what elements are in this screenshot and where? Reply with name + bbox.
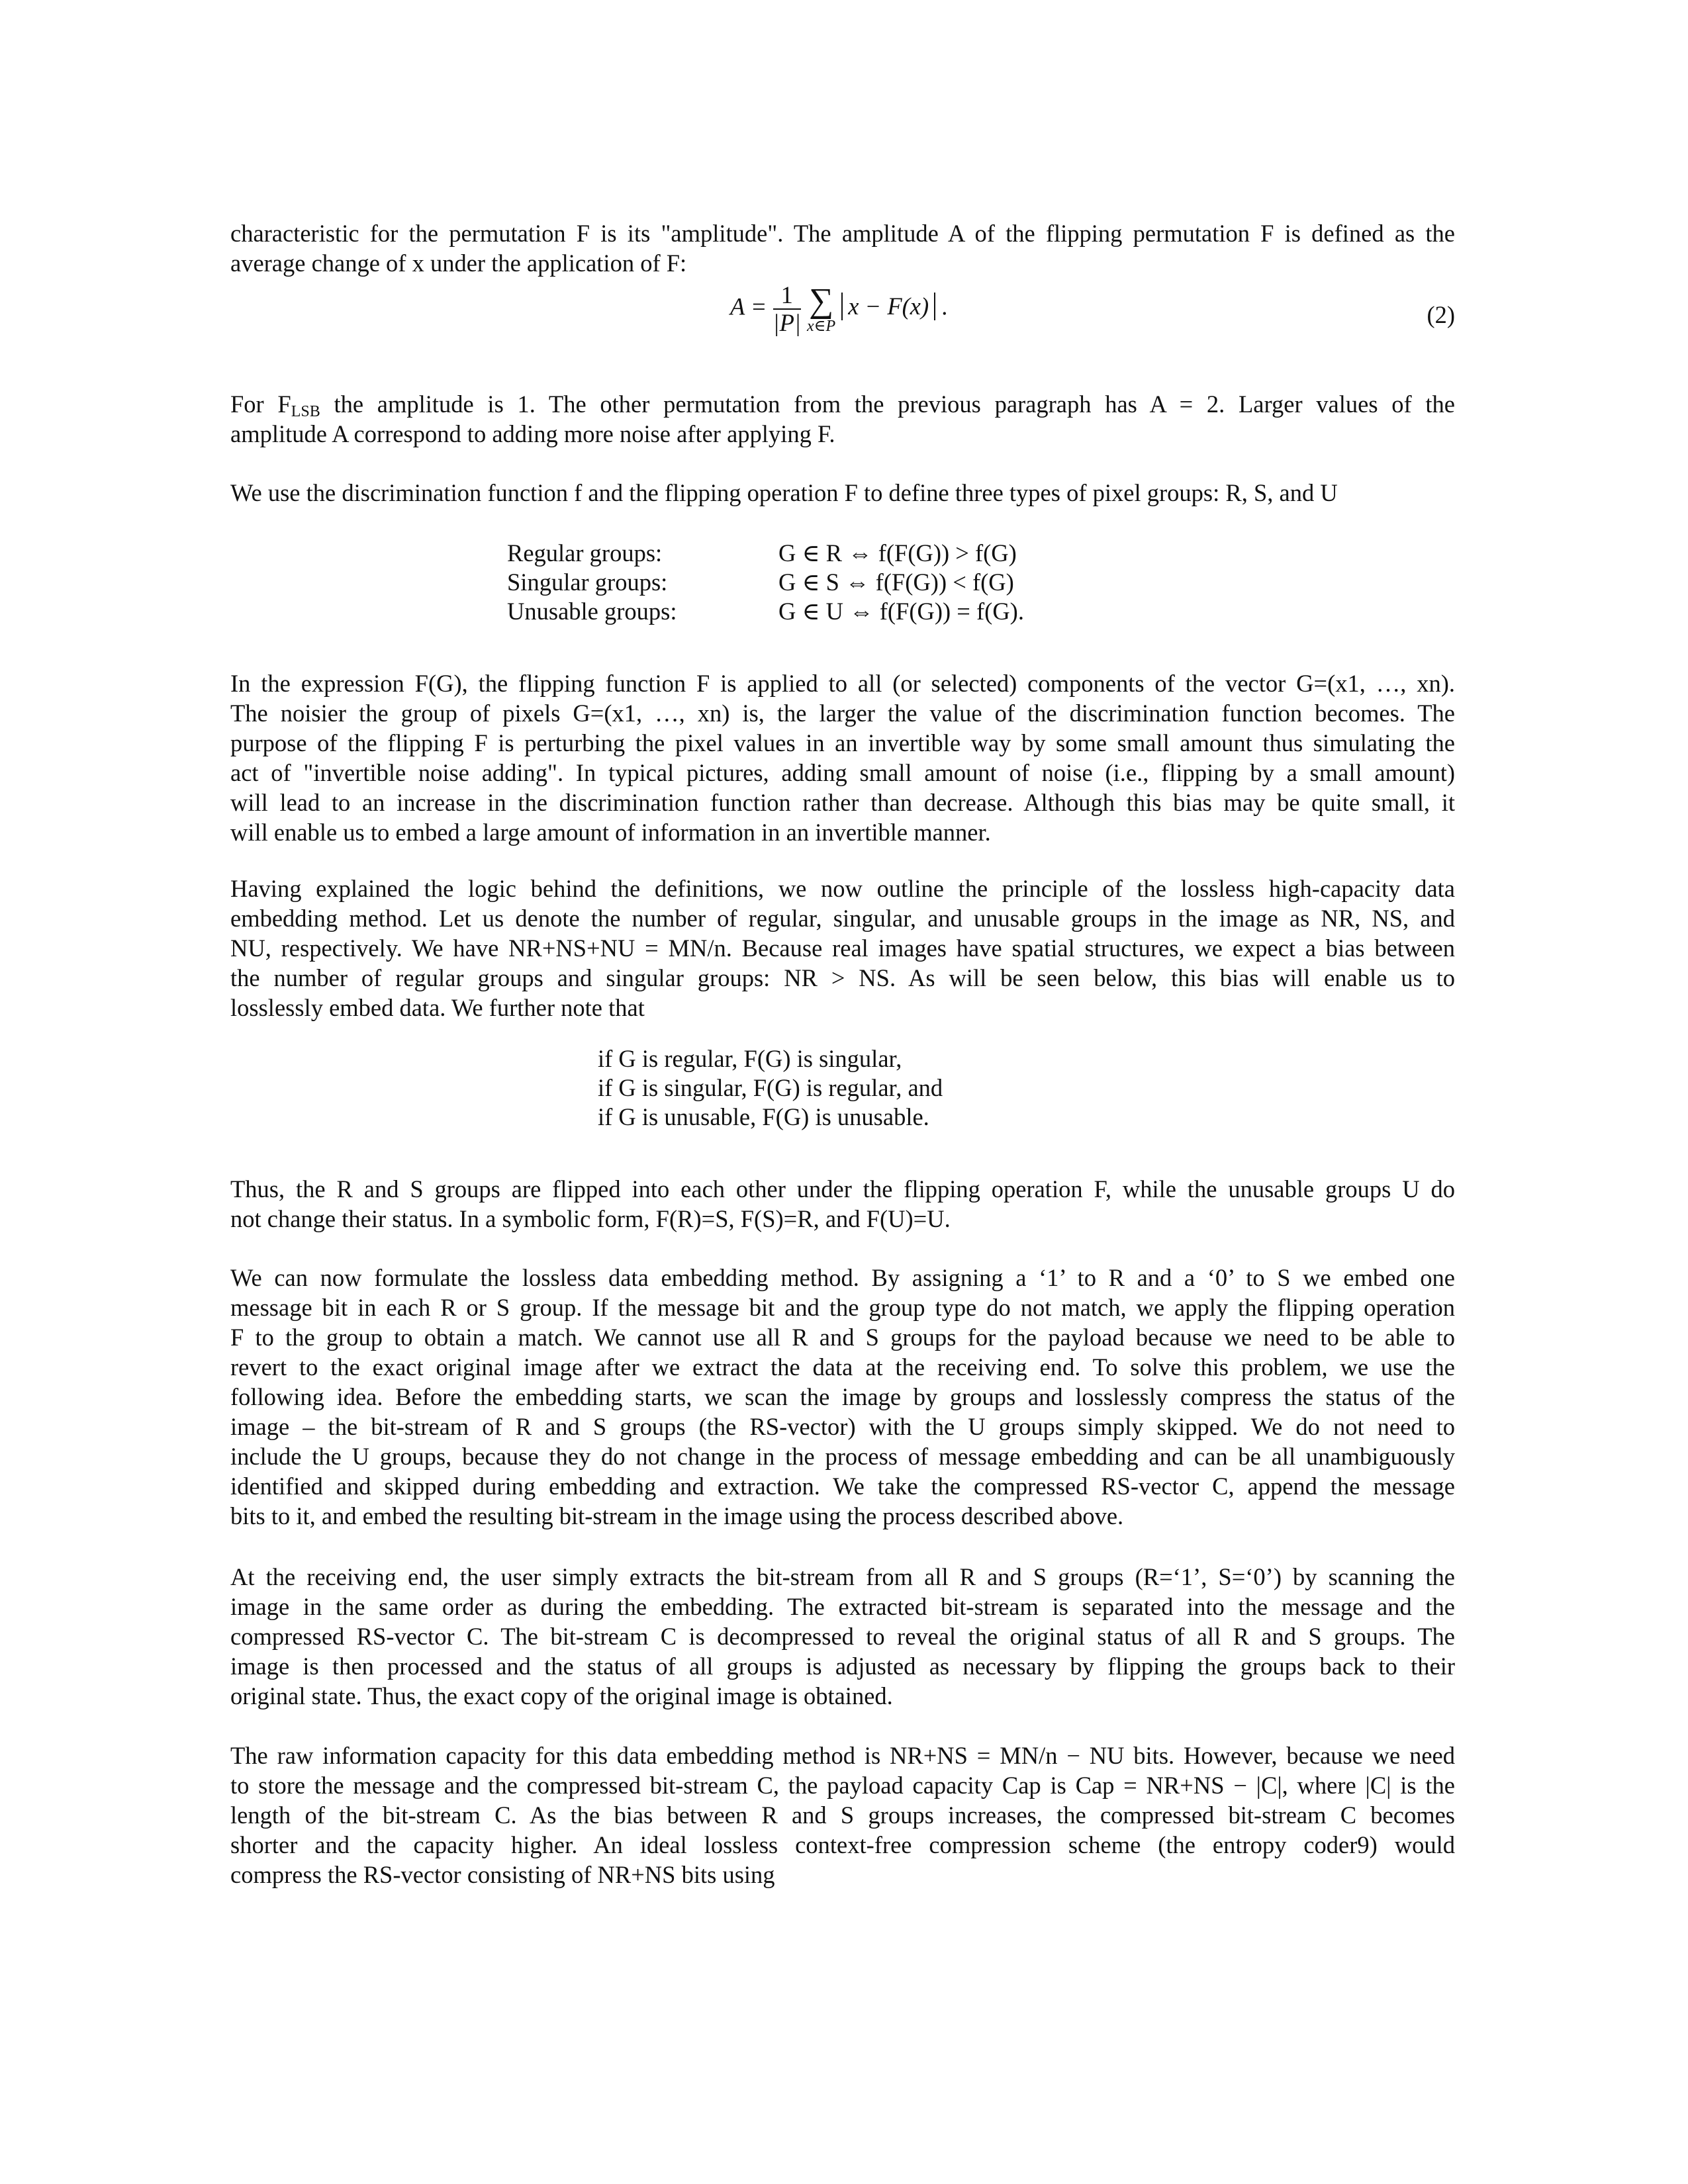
group-def-regular: G ∈ R ⇔ f(F(G)) > f(G)	[778, 539, 1017, 567]
text-line: embedding method. Let us denote the number of regular, singular, and unusable groups in the image as NR, NS, and	[230, 905, 1455, 932]
group-definitions	[507, 539, 1103, 631]
text-line: will enable us to embed a large amount of information in an invertible manner.	[230, 819, 991, 846]
text-line: include the U groups, because they do not change in the process of message embedding and can be all unambiguously	[230, 1443, 1455, 1470]
subscript: LSB	[291, 403, 320, 420]
text-line	[230, 389, 1455, 419]
equation-number: (2)	[1427, 301, 1455, 328]
group-label-singular: Singular groups:	[507, 569, 668, 596]
text-line: original state. Thus, the exact copy of the original image is obtained.	[230, 1682, 893, 1709]
text-line: bits to it, and embed the resulting bit-stream in the image using the process described above.	[230, 1502, 1124, 1529]
group-def-singular: G ∈ S ⇔ f(F(G)) < f(G)	[778, 569, 1014, 596]
text-line: Having explained the logic behind the definitions, we now outline the principle of the lossless high-capacity data	[230, 875, 1455, 902]
text-line: We use the discrimination function f and the flipping operation F to define three types of pixel groups: R, S, and U	[230, 479, 1338, 506]
text-line: average change of x under the application of F:	[230, 250, 687, 277]
equation-period: .	[941, 293, 948, 320]
sum-index: x∈P	[807, 318, 836, 335]
text-line: to store the message and the compressed bit-stream C, the payload capacity Cap is Cap = NR+NS − |C|, where |C| is the	[230, 1772, 1455, 1799]
text-line: the number of regular groups and singular groups: NR > NS. As will be seen below, this bias will enable us to	[230, 964, 1455, 991]
sum-symbol: ∑	[809, 282, 834, 320]
text-line: losslessly embed data. We further note that	[230, 994, 645, 1021]
equation-lhs: A =	[730, 293, 767, 320]
rule-line: if G is regular, F(G) is singular,	[598, 1045, 902, 1072]
paragraph-amplitude-values	[230, 389, 1455, 449]
equation-2	[730, 282, 947, 336]
text-line: NU, respectively. We have NR+NS+NU = MN/n. Because real images have spatial structures, we expect a bias between	[230, 934, 1455, 962]
paragraph-embedding-method	[230, 1263, 1455, 1531]
fraction-denominator: |P|	[773, 309, 801, 336]
summation	[807, 284, 835, 334]
text-line: Thus, the R and S groups are flipped into each other under the flipping operation F, while the unusable groups U do	[230, 1175, 1455, 1203]
group-label-regular: Regular groups:	[507, 539, 663, 567]
text-line: message bit in each R or S group. If the message bit and the group type do not match, we apply the flipping operation	[230, 1294, 1455, 1321]
paragraph-receiving-end	[230, 1562, 1455, 1711]
rule-line: if G is unusable, F(G) is unusable.	[598, 1103, 929, 1130]
text-line: purpose of the flipping F is perturbing the pixel values in an invertible way by some small amount thus simulating the	[230, 729, 1455, 756]
equation-fraction	[773, 282, 801, 336]
paragraph-method-outline	[230, 874, 1455, 1023]
text-line: act of "invertible noise adding". In typical pictures, adding small amount of noise (i.e., flipping by a small amount)	[230, 759, 1455, 786]
text-line: image – the bit-stream of R and S groups (the RS-vector) with the U groups simply skipped. We do not need to	[230, 1413, 1455, 1440]
text-line: shorter and the capacity higher. An ideal lossless context-free compression scheme (the entropy coder9) would	[230, 1831, 1455, 1858]
paragraph-capacity	[230, 1741, 1455, 1889]
text-fragment: For F	[230, 390, 291, 418]
rule-line: if G is singular, F(G) is regular, and	[598, 1074, 943, 1101]
text-line: will lead to an increase in the discrimination function rather than decrease. Although this bias may be quite small, it	[230, 789, 1455, 816]
group-flip-rules	[598, 1044, 943, 1132]
text-line: amplitude A correspond to adding more noise after applying F.	[230, 420, 835, 447]
text-line: identified and skipped during embedding and extraction. We take the compressed RS-vector C, append the message	[230, 1473, 1455, 1500]
text-line: characteristic for the permutation F is its "amplitude". The amplitude A of the flipping permutation F is defined as the	[230, 220, 1455, 247]
text-line: image in the same order as during the embedding. The extracted bit-stream is separated into the message and the	[230, 1593, 1455, 1620]
text-line: The raw information capacity for this data embedding method is NR+NS = MN/n − NU bits. However, because we need	[230, 1742, 1455, 1769]
fraction-numerator: 1	[773, 282, 801, 310]
text-line: following idea. Before the embedding starts, we scan the image by groups and losslessly compress the status of the	[230, 1383, 1455, 1410]
text-fragment: the amplitude is 1. The other permutation from the previous paragraph has A = 2. Larger values of the	[320, 390, 1455, 418]
paragraph-flipping-function	[230, 668, 1455, 847]
paragraph-group-types	[230, 478, 1455, 508]
group-def-unusable: G ∈ U ⇔ f(F(G)) = f(G).	[778, 598, 1024, 625]
text-line: image is then processed and the status of all groups is adjusted as necessary by flipping the groups back to their	[230, 1653, 1455, 1680]
paragraph-symbolic-form	[230, 1174, 1455, 1234]
text-line: F to the group to obtain a match. We cannot use all R and S groups for the payload because we need to be able to	[230, 1324, 1455, 1351]
text-line: In the expression F(G), the flipping function F is applied to all (or selected) components of the vector G=(x1, …, xn).	[230, 670, 1455, 697]
text-line: compressed RS-vector C. The bit-stream C is decompressed to reveal the original status of all R and S groups. The	[230, 1623, 1455, 1650]
text-line: not change their status. In a symbolic form, F(R)=S, F(S)=R, and F(U)=U.	[230, 1205, 951, 1232]
text-line: compress the RS-vector consisting of NR+NS bits using	[230, 1861, 775, 1888]
group-label-unusable: Unusable groups:	[507, 598, 677, 625]
text-line: We can now formulate the lossless data embedding method. By assigning a ‘1’ to R and a ‘0’ to S we embed one	[230, 1264, 1455, 1291]
text-line: At the receiving end, the user simply extracts the bit-stream from all R and S groups (R=‘1’, S=‘0’) by scanning the	[230, 1563, 1455, 1590]
text-line: revert to the exact original image after we extract the data at the receiving end. To solve this problem, we use the	[230, 1353, 1455, 1381]
text-line: The noisier the group of pixels G=(x1, …, xn) is, the larger the value of the discrimination function becomes. The	[230, 700, 1455, 727]
text-line: length of the bit-stream C. As the bias between R and S groups increases, the compressed bit-stream C becomes	[230, 1801, 1455, 1829]
absolute-value: x − F(x)	[841, 293, 935, 320]
paragraph-amplitude-intro	[230, 218, 1455, 278]
